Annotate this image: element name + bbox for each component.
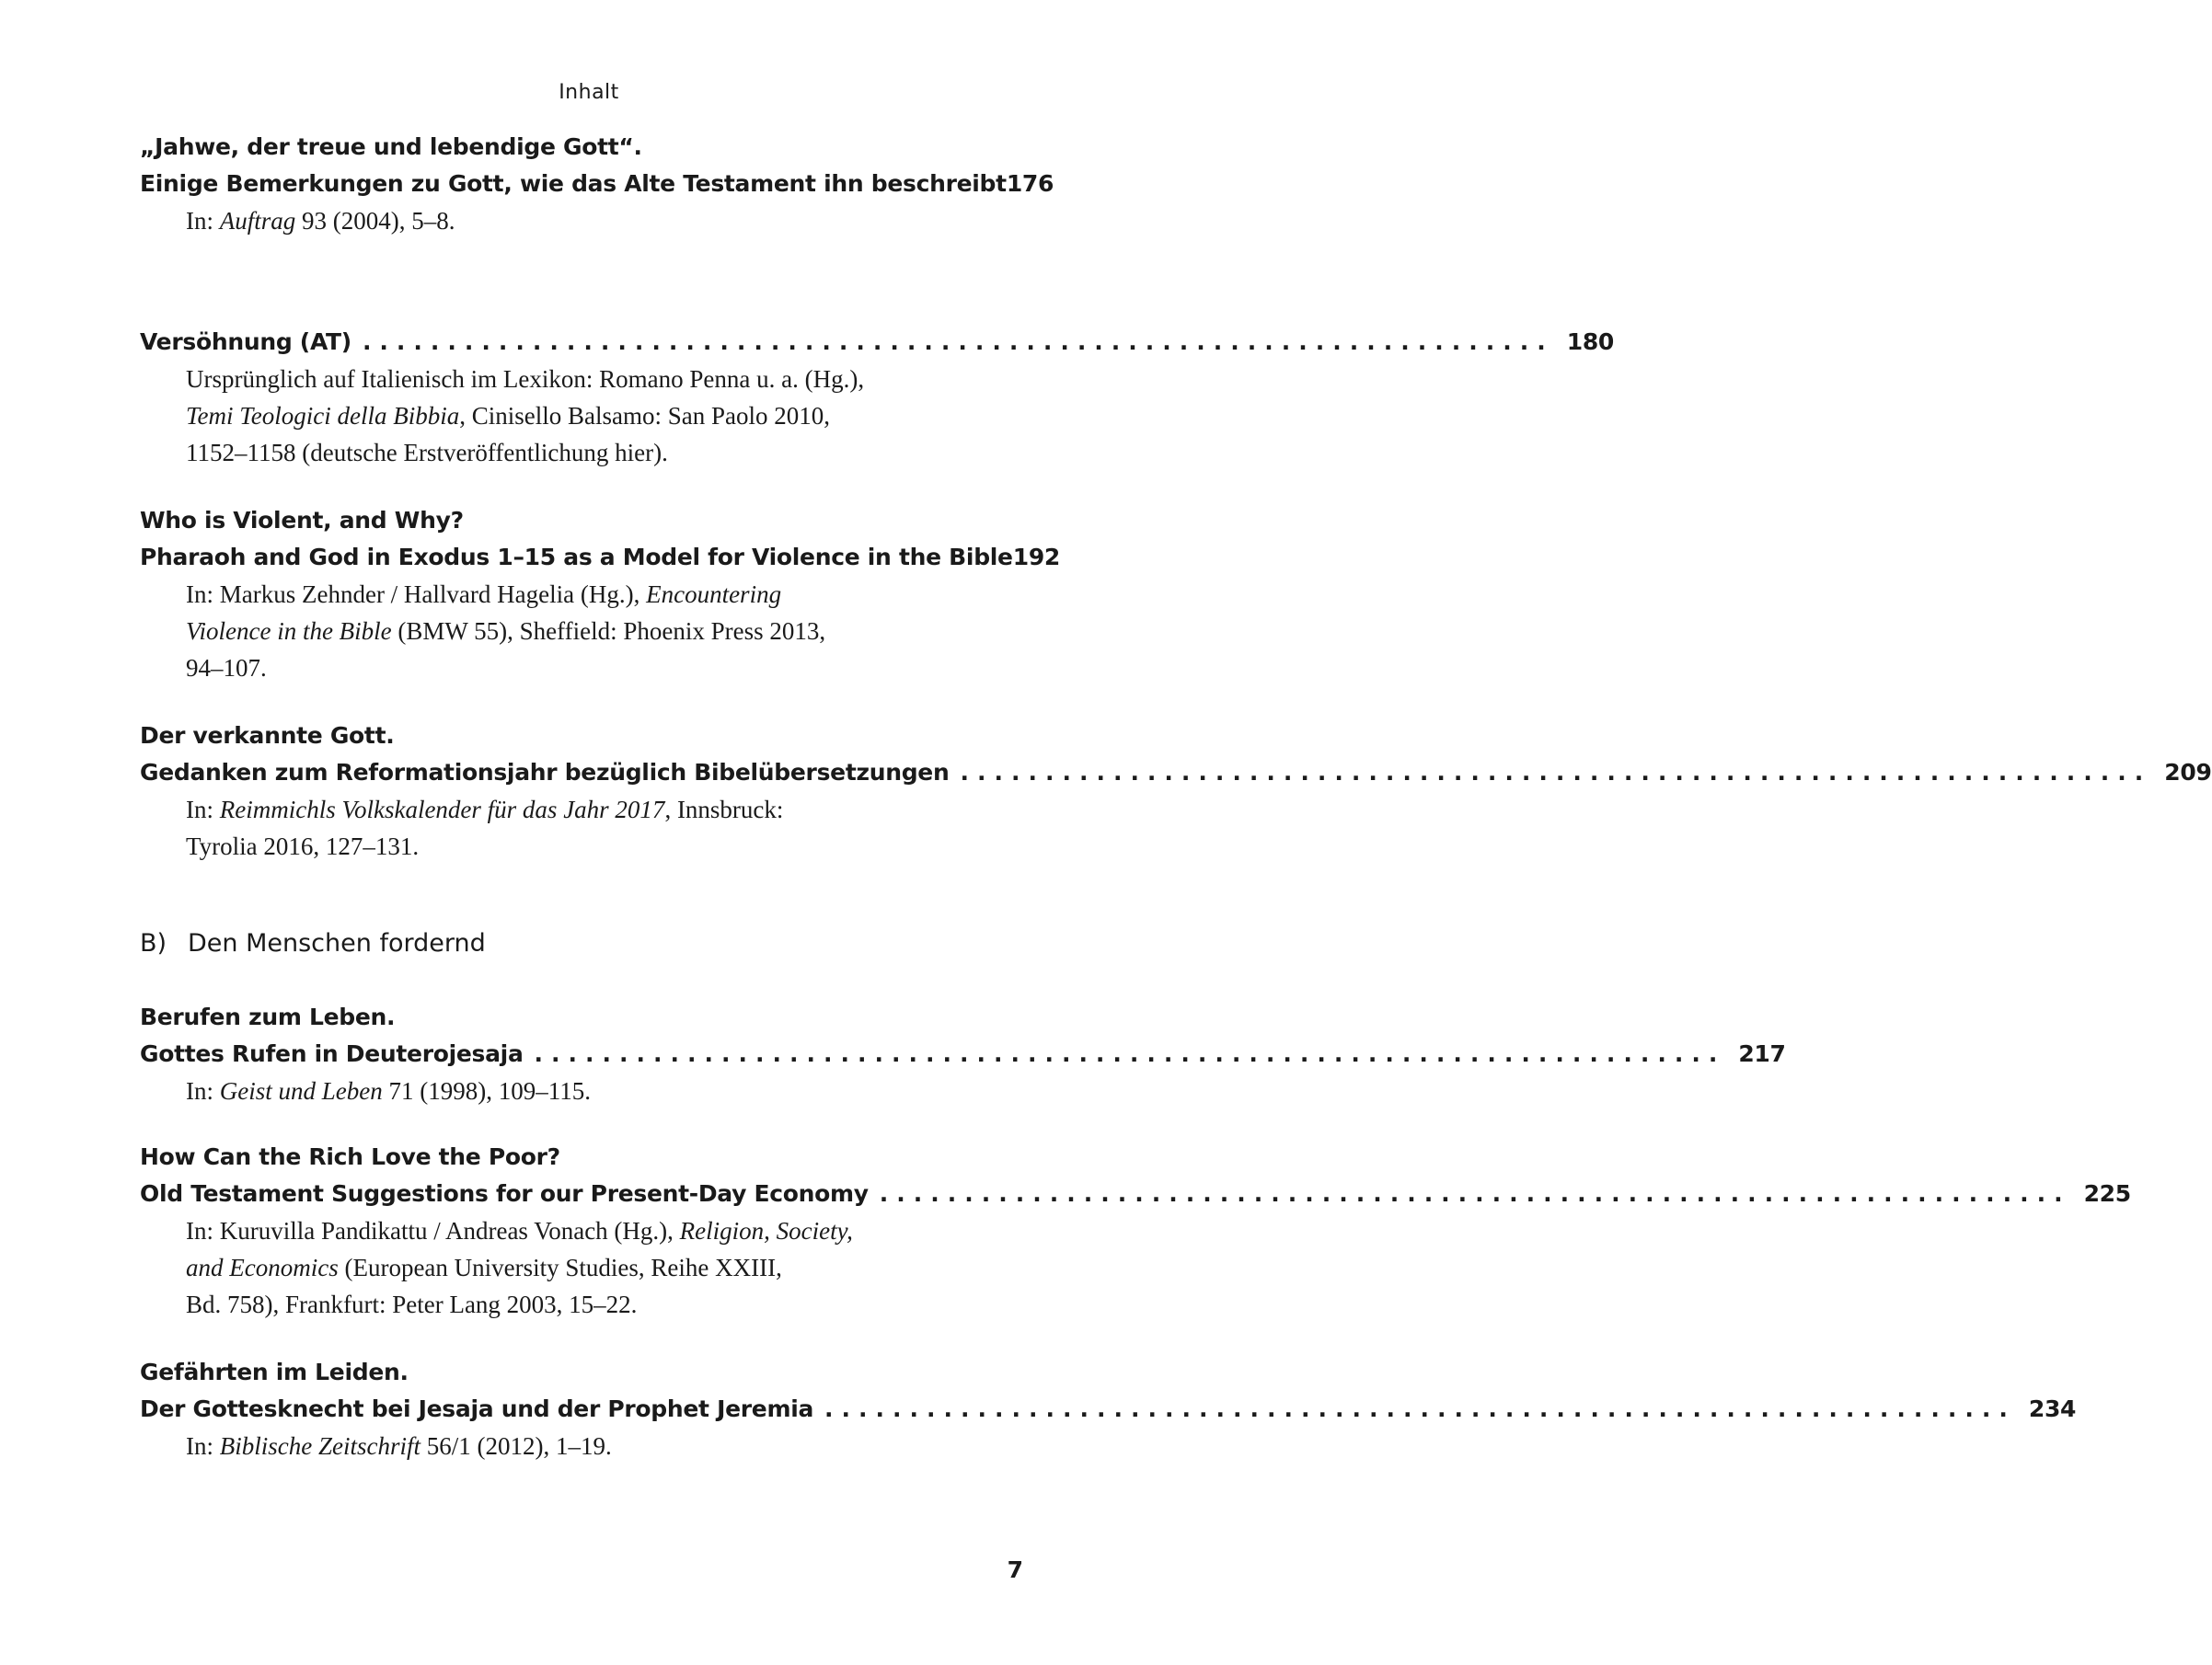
entry-title-line bbox=[140, 1139, 1023, 1176]
entry-subtitle: Old Testament Suggestions for our Present-Day Economy bbox=[140, 1180, 869, 1207]
entry-title: Gefährten im Leiden. bbox=[140, 1359, 409, 1385]
toc-content bbox=[140, 324, 1615, 471]
toc-content bbox=[140, 999, 1786, 1109]
leader-dots: ...................................................................... bbox=[362, 328, 1554, 355]
entry-subtitle: Gedanken zum Reformationsjahr bezüglich Bibelübersetzungen bbox=[140, 759, 950, 786]
entry-source: In: Biblische Zeitschrift 56/1 (2012), 1–19. bbox=[186, 1432, 612, 1460]
entry-source: In: Geist und Leben 71 (1998), 109–115. bbox=[186, 1077, 591, 1105]
toc-entry bbox=[140, 502, 1061, 686]
section-heading bbox=[140, 925, 1023, 962]
entry-title: „Jahwe, der treue und lebendige Gott“. bbox=[140, 133, 642, 160]
toc-entry bbox=[140, 718, 2212, 865]
entry-title-line bbox=[140, 999, 1023, 1036]
page-number: 7 bbox=[1007, 1556, 1023, 1583]
entry-title-line bbox=[140, 324, 1615, 361]
entry-title: Berufen zum Leben. bbox=[140, 1004, 396, 1030]
entry-title-line bbox=[140, 129, 1023, 166]
leader-dots: ...................................................................... bbox=[879, 1180, 2071, 1207]
entry-page-number: 176 bbox=[1006, 170, 1054, 197]
entry-title-line bbox=[140, 539, 1061, 576]
entry-page-number: 225 bbox=[2083, 1180, 2131, 1207]
entry-source: In: Kuruvilla Pandikattu / Andreas Vonach (Hg.), Religion, Society, and Economics (European University Studies, Reihe XXIII, Bd. 758), Frankfurt: Peter Lang 2003, 15–22. bbox=[186, 1217, 853, 1318]
toc-entry bbox=[140, 1139, 2131, 1323]
toc-content bbox=[140, 718, 2212, 865]
entry-title-line bbox=[140, 754, 2212, 791]
entry-source: In: Markus Zehnder / Hallvard Hagelia (Hg.), Encountering Violence in the Bible (BMW 55), Sheffield: Phoenix Press 2013, 94–107. bbox=[186, 580, 826, 682]
entry-subtitle: Der Gottesknecht bei Jesaja und der Prophet Jeremia bbox=[140, 1395, 814, 1422]
entry-page-number: 234 bbox=[2028, 1395, 2077, 1422]
entry-page-number: 217 bbox=[1738, 1040, 1786, 1067]
entry-title-line bbox=[140, 1354, 1023, 1391]
toc-entry bbox=[140, 999, 1786, 1109]
entry-title: Versöhnung (AT) bbox=[140, 328, 351, 355]
section-label: B) bbox=[140, 929, 167, 958]
entry-title: How Can the Rich Love the Poor? bbox=[140, 1143, 560, 1170]
entry-title-line bbox=[140, 1391, 2077, 1428]
section-title: Den Menschen fordernd bbox=[188, 929, 486, 958]
leader-dots: ...................................................................... bbox=[534, 1040, 1726, 1067]
toc-content bbox=[140, 1354, 2077, 1464]
entry-page-number: 209 bbox=[2164, 759, 2212, 786]
entry-title-line bbox=[140, 1036, 1786, 1073]
entry-source: In: Auftrag 93 (2004), 5–8. bbox=[186, 207, 455, 235]
entry-page-number: 180 bbox=[1566, 328, 1615, 355]
toc-content bbox=[140, 502, 1061, 686]
toc-entry bbox=[140, 324, 1615, 471]
toc-entry bbox=[140, 1354, 2077, 1464]
leader-dots: ...................................................................... bbox=[824, 1395, 2016, 1422]
entry-subtitle: Einige Bemerkungen zu Gott, wie das Alte Testament ihn beschreibt bbox=[140, 170, 1007, 197]
toc-content bbox=[140, 1139, 2131, 1323]
entry-source: In: Reimmichls Volkskalender für das Jahr 2017, Innsbruck: Tyrolia 2016, 127–131. bbox=[186, 796, 784, 860]
entry-title: Der verkannte Gott. bbox=[140, 722, 395, 749]
entry-title-line bbox=[140, 502, 1023, 539]
entry-subtitle: Gottes Rufen in Deuterojesaja bbox=[140, 1040, 524, 1067]
entry-title-line bbox=[140, 1176, 2131, 1212]
entry-title: Who is Violent, and Why? bbox=[140, 507, 464, 534]
leader-dots: ...................................................................... bbox=[960, 759, 2152, 786]
entry-subtitle: Pharaoh and God in Exodus 1–15 as a Model for Violence in the Bible bbox=[140, 544, 1013, 570]
toc-content bbox=[140, 129, 1054, 239]
entry-title-line bbox=[140, 718, 1023, 754]
running-head: Inhalt bbox=[559, 81, 619, 104]
entry-source: Ursprünglich auf Italienisch im Lexikon: Romano Penna u. a. (Hg.), Temi Teologici della Bibbia, Cinisello Balsamo: San Paolo 2010, 1152–1158 (deutsche Erstveröffentlichung hier). bbox=[186, 365, 865, 466]
entry-title-line bbox=[140, 166, 1054, 202]
entry-page-number: 192 bbox=[1012, 544, 1061, 570]
toc-entry bbox=[140, 129, 1054, 239]
